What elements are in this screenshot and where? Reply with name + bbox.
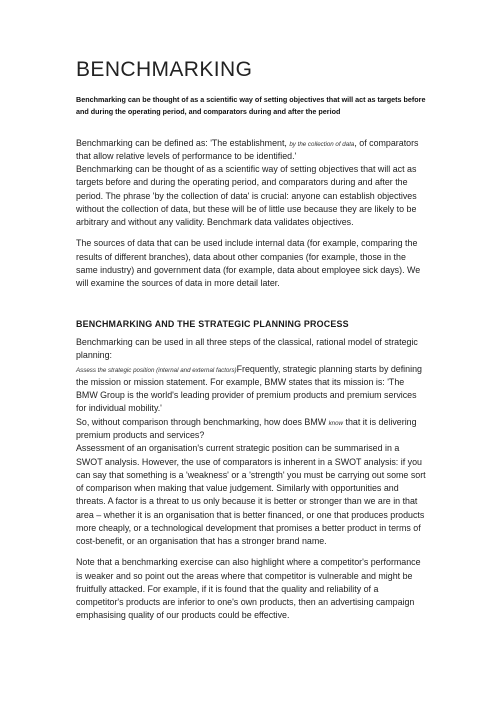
strategic-position-paragraph [76,363,426,416]
lead-summary: Benchmarking can be thought of as a scientific way of setting objectives that will act as targets before and during the operating period, and comparators during and after the period [76,95,426,117]
definition-paragraph [76,137,426,164]
bmw-question-paragraph [76,416,426,443]
objectives-paragraph: Benchmarking can be thought of as a scientific way of setting objectives that will act as targets before and during the operating period, and comparators during and after the period. The phrase 'by the collection of data' is crucial: anyone can establish objectives without the collection of data, but these will be of little use because they are likely to be arbitrary and without any validity. Benchmark data validates objectives. [76,164,417,228]
definition-text-start: Benchmarking can be defined as: 'The establishment, [76,137,290,148]
bmw-question-end: that it is delivering premium products and services? [76,416,417,440]
swot-paragraph: Assessment of an organisation's current strategic position can be summarised in a SWOT analysis. However, the use of comparators is inherent in a SWOT analysis: if you can say that something is a 'weakness' or a 'strength' you must be carrying out some sort of comparison when making that value judgement. Similarly with opportunities and threats. A factor is a threat to us only because it is better or stronger than we are in that area – whether it is an organisation that is better financed, or one that produces products more cheaply, or a technological development that promises a better product in terms of cost-benefit, or an organisation that has a stronger brand name. [76,443,426,547]
definition-text-end: , of comparators that allow relative levels of performance to be identified.' [76,137,419,161]
data-sources-paragraph: The sources of data that can be used include internal data (for example, comparing the results of different branches), data about other companies (for example, those in the same industry) and government data (for example, data about employee sick days). We will examine the sources of data in more detail later. [76,238,421,289]
strategic-position-text: Frequently, strategic planning starts by defining the mission or mission statement. For example, BMW states that its mission is: 'The BMW Group is the world's leading provider of premium products and premium services for individual mobility.' [76,363,422,414]
section-heading: BENCHMARKING AND THE STRATEGIC PLANNING PROCESS [76,318,349,329]
bmw-question-start: So, without comparison through benchmarking, how does BMW [76,416,329,427]
bmw-question-small-text: know [328,419,344,427]
strategic-position-small-text: Assess the strategic position (internal and external factors) [76,366,237,374]
planning-steps-paragraph: Benchmarking can be used in all three steps of the classical, rational model of strategic planning: [76,337,418,361]
document-page [76,58,426,623]
definition-small-text: by the collection of data [289,140,355,148]
page-title: BENCHMARKING [76,58,253,81]
competitor-weakness-paragraph: Note that a benchmarking exercise can also highlight where a competitor's performance is weaker and so point out the areas where that competitor is vulnerable and might be fruitfully attacked. For example, if it is found that the quality and reliability of a competitor's products are inferior to one's own products, then an advertising campaign emphasising quality of our products could be effective. [76,557,421,621]
